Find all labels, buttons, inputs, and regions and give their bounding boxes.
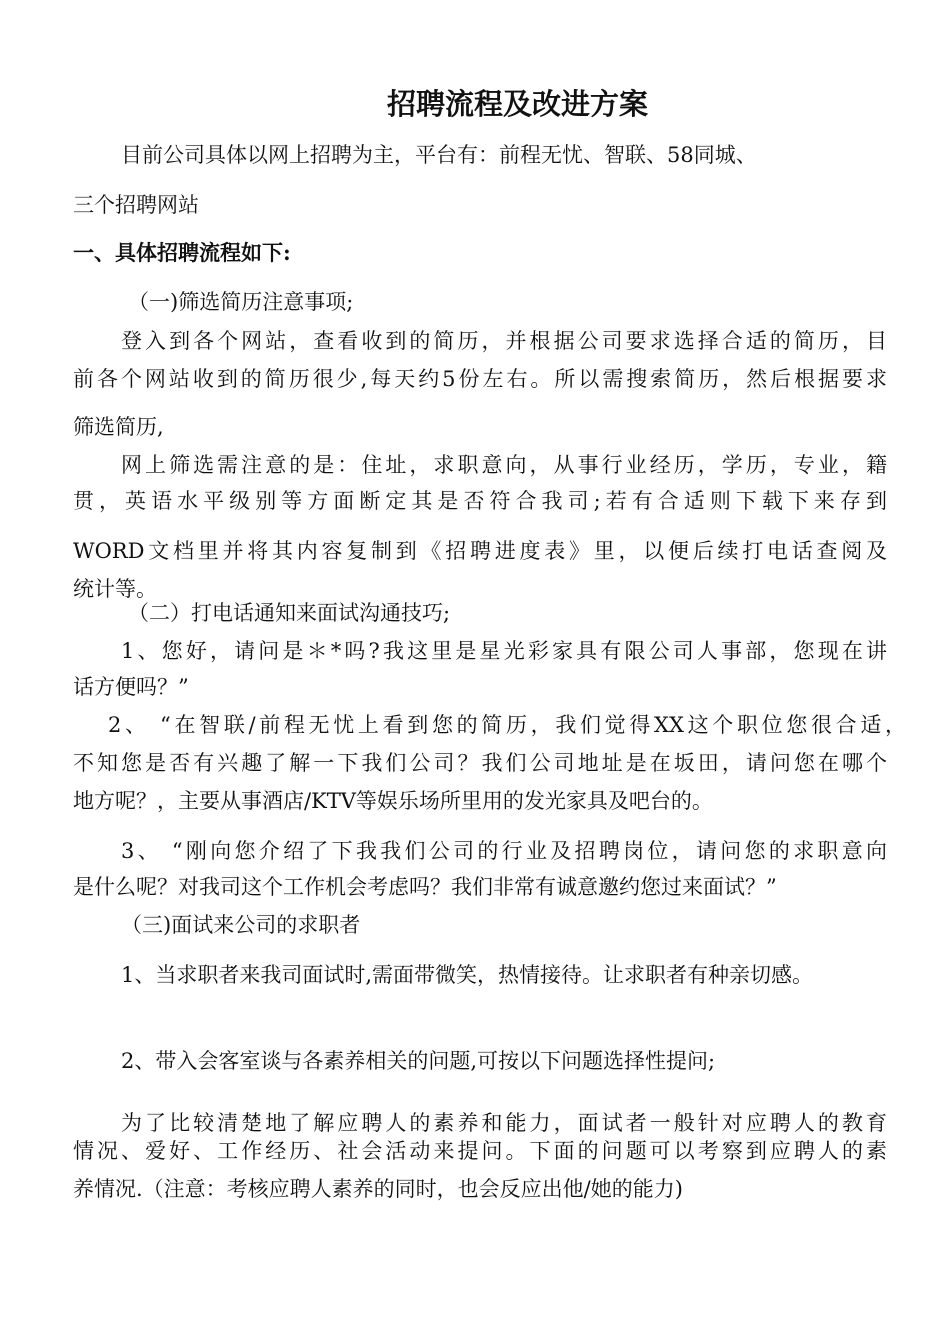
intro-line-2: 三个招聘网站	[73, 193, 199, 217]
script-item-2-line-2: 不知您是否有兴趣了解一下我们公司？我们公司地址是在坂田，请问您在哪个	[73, 751, 887, 775]
intro-line-1: 目前公司具体以网上招聘为主，平台有：前程无忧、智联、58同城、	[121, 143, 757, 167]
script-item-2-line-1: 2、 “在智联/前程无忧上看到您的简历，我们觉得XX这个职位您很合适，	[108, 713, 906, 737]
paragraph-1-line-2: 前各个网站收到的简历很少,每天约5份左右。所以需搜索简历，然后根据要求	[73, 367, 887, 391]
subsection-heading-3: （三)面试来公司的求职者	[121, 913, 361, 937]
paragraph-2-line-4: 统计等。	[73, 577, 157, 601]
script-item-1-line-2: 话方便吗？”	[73, 675, 189, 699]
script-item-1-line-1: 1、您好，请问是＊*吗?我这里是星光彩家具有限公司人事部，您现在讲	[121, 639, 887, 663]
paragraph-1-line-1: 登入到各个网站，查看收到的简历，并根据公司要求选择合适的简历，目	[121, 329, 887, 353]
paragraph-2-line-3: WORD文档里并将其内容复制到《招聘进度表》里，以便后续打电话查阅及	[73, 539, 887, 563]
paragraph-2-line-2: 贯，英语水平级别等方面断定其是否符合我司;若有合适则下载下来存到	[73, 489, 887, 513]
section-heading-1: 一、具体招聘流程如下:	[73, 240, 291, 265]
paragraph-3-line-1: 为了比较清楚地了解应聘人的素养和能力，面试者一般针对应聘人的教育	[121, 1111, 887, 1135]
script-item-2-line-3: 地方呢？，主要从事酒店/KTV等娱乐场所里用的发光家具及吧台的。	[73, 789, 713, 813]
script-item-3-line-1: 3、 “刚向您介绍了下我我们公司的行业及招聘岗位，请问您的求职意向	[121, 839, 887, 863]
interview-step-2: 2、带入会客室谈与各素养相关的问题,可按以下问题选择性提问;	[121, 1049, 716, 1073]
subsection-heading-2: （二）打电话通知来面试沟通技巧;	[128, 601, 451, 625]
interview-step-1: 1、当求职者来我司面试时,需面带微笑，热情接待。让求职者有种亲切感。	[121, 963, 814, 987]
paragraph-3-line-2: 情况、爱好、工作经历、社会活动来提问。下面的问题可以考察到应聘人的素	[73, 1139, 887, 1163]
document-title: 招聘流程及改进方案	[386, 87, 648, 121]
subsection-heading-1: （一)筛选简历注意事项;	[128, 290, 354, 314]
script-item-3-line-2: 是什么呢？对我司这个工作机会考虑吗？我们非常有诚意邀约您过来面试？”	[73, 875, 777, 899]
paragraph-1-line-3: 筛选简历,	[73, 415, 164, 439]
paragraph-3-line-3: 养情况.（注意：考核应聘人素养的同时，也会反应出他/她的能力)	[73, 1177, 683, 1201]
paragraph-2-line-1: 网上筛选需注意的是：住址，求职意向，从事行业经历，学历，专业，籍	[121, 453, 887, 477]
